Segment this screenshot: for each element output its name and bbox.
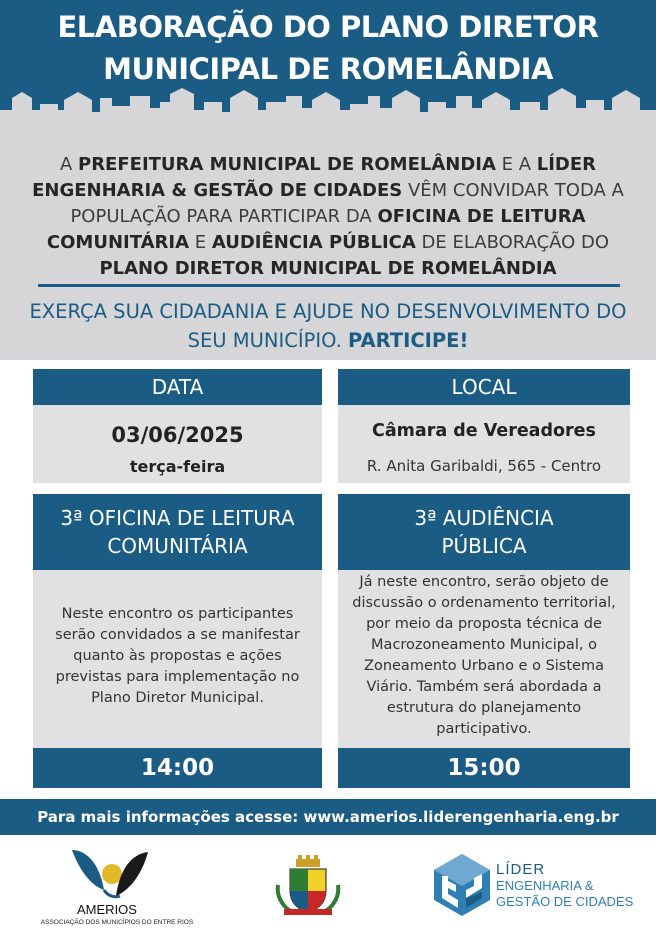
intro-audiencia: AUDIÊNCIA PÚBLICA (211, 232, 416, 253)
intro-text: E (189, 232, 212, 253)
title-line-2: MUNICIPAL DE ROMELÂNDIA (103, 52, 553, 86)
oficina-time: 14:00 (33, 748, 322, 788)
audiencia-heading-line-2: PÚBLICA (441, 534, 527, 558)
intro-paragraph (20, 152, 636, 282)
oficina-box (33, 570, 322, 748)
slogan-text: EXERÇA SUA CIDADANIA E AJUDE NO DESENVOLVIMENTO DO SEU MUNICÍPIO. (29, 300, 627, 352)
intro-oficina: OFICINA DE LEITURA COMUNITÁRIA (46, 206, 586, 253)
oficina-description: Neste encontro os participantes serão convidados a se manifestar quanto às propostas e ações previstas para implementação no Plano Diretor Municipal. (55, 606, 300, 706)
event-address: R. Anita Garibaldi, 565 - Centro (366, 457, 602, 475)
lider-name: LÍDER (496, 861, 546, 878)
audiencia-time: 15:00 (338, 748, 630, 788)
audiencia-heading (338, 494, 630, 570)
intro-plano: PLANO DIRETOR MUNICIPAL DE ROMELÂNDIA (99, 258, 557, 279)
amerios-full-name: ASSOCIAÇÃO DOS MUNICÍPIOS DO ENTRE RIOS (40, 919, 194, 926)
audiencia-heading-line-1: 3ª AUDIÊNCIA (414, 506, 554, 530)
coat-of-arms-icon (272, 855, 344, 917)
oficina-heading-line-2: COMUNITÁRIA (107, 534, 248, 558)
lider-wordmark (496, 862, 656, 910)
local-box (338, 405, 630, 483)
intro-prefeitura: PREFEITURA MUNICIPAL DE ROMELÂNDIA (78, 154, 496, 175)
audiencia-box (338, 570, 630, 748)
lider-tagline-2: GESTÃO DE CIDADES (496, 894, 634, 909)
lider-logo-icon (432, 852, 492, 918)
slogan (10, 297, 646, 355)
event-weekday: terça-feira (129, 457, 226, 476)
oficina-heading-line-1: 3ª OFICINA DE LEITURA (60, 506, 295, 530)
date-box (33, 405, 322, 483)
divider (38, 284, 620, 287)
audiencia-description: Já neste encontro, serão objeto de discussão o ordenamento territorial, por meio da proposta técnica de Macrozoneamento Municipal, o Zoneamento Urbano e o Sistema Viário. Também será abordada a estrutura do planejamento participativo. (352, 574, 616, 737)
intro-text: VÊM CONVIDAR TODA A POPULAÇÃO PARA PARTICIPAR DA (70, 180, 624, 227)
info-bar: Para mais informações acesse: www.amerios.liderengenharia.eng.br (0, 799, 656, 835)
amerios-logo-icon (70, 846, 150, 902)
date-heading: DATA (33, 369, 322, 405)
title-line-1: ELABORAÇÃO DO PLANO DIRETOR (57, 10, 599, 44)
oficina-heading (33, 494, 322, 570)
intro-lider: LÍDER ENGENHARIA & GESTÃO DE CIDADES (32, 154, 597, 201)
city-skyline-icon (0, 88, 656, 128)
intro-text: A (59, 154, 78, 175)
slogan-emphasis: PARTICIPE! (348, 329, 469, 352)
event-date: 03/06/2025 (111, 423, 244, 447)
event-place: Câmara de Vereadores (372, 421, 596, 441)
amerios-name: AMERIOS (77, 902, 137, 917)
intro-text: DE ELABORAÇÃO DO (415, 232, 610, 253)
lider-tagline-1: ENGENHARIA & (496, 878, 594, 893)
intro-text: E A (495, 154, 537, 175)
page-title (0, 6, 656, 90)
local-heading: LOCAL (338, 369, 630, 405)
